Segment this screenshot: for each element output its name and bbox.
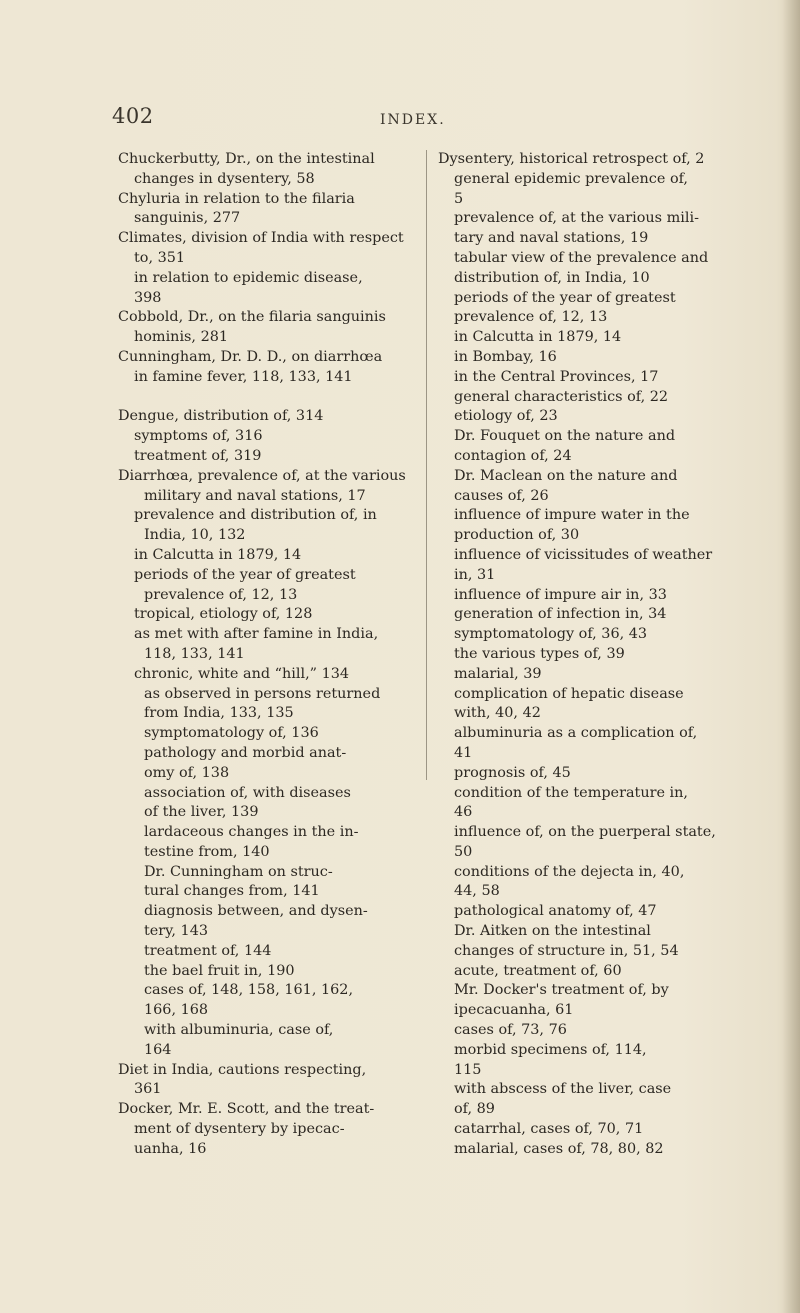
index-entry: Diarrhœa, prevalence of, at the various xyxy=(118,467,406,484)
page-number: 402 xyxy=(112,104,154,128)
index-subentry: hominis, 281 xyxy=(134,329,229,346)
index-subentry: general epidemic prevalence of, xyxy=(454,170,688,187)
index-subentry: pathological anatomy of, 47 xyxy=(454,903,657,920)
index-entry: Cobbold, Dr., on the filaria sanguinis xyxy=(118,309,386,326)
index-subentry: testine from, 140 xyxy=(144,843,270,860)
index-subentry: ipecacuanha, 61 xyxy=(454,1002,574,1019)
index-subentry: sanguinis, 277 xyxy=(134,210,241,227)
index-subentry: 398 xyxy=(134,289,162,306)
index-subentry: as observed in persons returned xyxy=(144,685,381,702)
index-subentry: prevalence of, 12, 13 xyxy=(144,586,298,603)
index-subentry: in Bombay, 16 xyxy=(454,348,557,365)
index-subentry: malarial, cases of, 78, 80, 82 xyxy=(454,1140,664,1157)
index-subentry: symptomatology of, 136 xyxy=(144,725,319,742)
index-subentry: influence of, on the puerperal state, xyxy=(454,824,716,841)
index-subentry: influence of vicissitudes of weather xyxy=(454,546,713,563)
index-subentry: in, 31 xyxy=(454,566,496,583)
index-subentry: Mr. Docker's treatment of, by xyxy=(454,982,669,999)
index-subentry: tabular view of the prevalence and xyxy=(454,249,709,266)
column-divider xyxy=(426,150,427,780)
index-subentry: treatment of, 144 xyxy=(144,942,272,959)
index-subentry: changes of structure in, 51, 54 xyxy=(454,942,679,959)
index-subentry: albuminuria as a complication of, xyxy=(454,725,698,742)
index-subentry: condition of the temperature in, xyxy=(454,784,689,801)
index-subentry: tural changes from, 141 xyxy=(144,883,320,900)
index-subentry: influence of impure air in, 33 xyxy=(454,586,667,603)
index-entry: Dengue, distribution of, 314 xyxy=(118,408,324,425)
index-subentry: generation of infection in, 34 xyxy=(454,606,667,623)
index-subentry: influence of impure water in the xyxy=(454,507,690,524)
index-subentry: India, 10, 132 xyxy=(144,527,246,544)
index-subentry: morbid specimens of, 114, xyxy=(454,1041,647,1058)
index-subentry: 5 xyxy=(454,190,464,207)
index-subentry: ment of dysentery by ipecac- xyxy=(134,1121,345,1138)
index-subentry: 115 xyxy=(454,1061,482,1078)
index-subentry: to, 351 xyxy=(134,249,186,266)
index-subentry: as met with after famine in India, xyxy=(134,626,379,643)
index-subentry: catarrhal, cases of, 70, 71 xyxy=(454,1121,644,1138)
index-subentry: in relation to epidemic disease, xyxy=(134,269,363,286)
index-subentry: changes in dysentery, 58 xyxy=(134,170,315,187)
index-subentry: in Calcutta in 1879, 14 xyxy=(134,546,302,563)
index-subentry: in Calcutta in 1879, 14 xyxy=(454,329,622,346)
index-subentry: of the liver, 139 xyxy=(144,804,259,821)
index-subentry: acute, treatment of, 60 xyxy=(454,962,622,979)
index-subentry: chronic, white and “hill,” 134 xyxy=(134,665,350,682)
running-head: INDEX. xyxy=(380,112,446,128)
index-subentry: prevalence of, 12, 13 xyxy=(454,309,608,326)
index-subentry: periods of the year of greatest xyxy=(454,289,676,306)
index-subentry: prognosis of, 45 xyxy=(454,764,571,781)
index-subentry: symptomatology of, 36, 43 xyxy=(454,626,648,643)
index-subentry: 41 xyxy=(454,744,473,761)
index-subentry: diagnosis between, and dysen- xyxy=(144,903,368,920)
index-entry: Chyluria in relation to the filaria xyxy=(118,190,355,207)
index-subentry: lardaceous changes in the in- xyxy=(144,824,359,841)
index-subentry: complication of hepatic disease xyxy=(454,685,684,702)
index-subentry: treatment of, 319 xyxy=(134,447,262,464)
index-subentry: symptoms of, 316 xyxy=(134,428,263,445)
index-subentry: Dr. Aitken on the intestinal xyxy=(454,923,651,940)
index-subentry: association of, with diseases xyxy=(144,784,351,801)
index-subentry: causes of, 26 xyxy=(454,487,549,504)
index-subentry: 166, 168 xyxy=(144,1002,209,1019)
index-subentry: 50 xyxy=(454,843,473,860)
index-entry: Chuckerbutty, Dr., on the intestinal xyxy=(118,151,375,167)
index-subentry: prevalence and distribution of, in xyxy=(134,507,377,524)
index-subentry: periods of the year of greatest xyxy=(134,566,356,583)
index-subentry: prevalence of, at the various mili- xyxy=(454,210,699,227)
index-subentry: malarial, 39 xyxy=(454,665,542,682)
index-subentry: military and naval stations, 17 xyxy=(144,487,366,504)
index-subentry: with abscess of the liver, case xyxy=(454,1081,672,1098)
index-column-right xyxy=(438,150,738,1160)
index-subentry: pathology and morbid anat- xyxy=(144,744,347,761)
index-subentry: in the Central Provinces, 17 xyxy=(454,368,659,385)
index-subentry: omy of, 138 xyxy=(144,764,230,781)
index-subentry: with, 40, 42 xyxy=(454,705,541,722)
index-subentry: of, 89 xyxy=(454,1101,495,1118)
index-subentry: contagion of, 24 xyxy=(454,447,572,464)
index-subentry: 361 xyxy=(134,1081,162,1098)
index-subentry: Dr. Fouquet on the nature and xyxy=(454,428,676,445)
index-subentry: conditions of the dejecta in, 40, xyxy=(454,863,685,880)
index-entry: Cunningham, Dr. D. D., on diarrhœa xyxy=(118,348,383,365)
index-subentry: in famine fever, 118, 133, 141 xyxy=(134,368,353,385)
index-subentry: Dr. Maclean on the nature and xyxy=(454,467,678,484)
index-subentry: 46 xyxy=(454,804,473,821)
index-subentry: distribution of, in India, 10 xyxy=(454,269,650,286)
index-entry: Climates, division of India with respect xyxy=(118,230,404,247)
index-subentry: uanha, 16 xyxy=(134,1140,207,1157)
index-subentry: tary and naval stations, 19 xyxy=(454,230,649,247)
index-subentry: tery, 143 xyxy=(144,923,209,940)
section-gap xyxy=(118,388,418,408)
index-subentry: 118, 133, 141 xyxy=(144,645,245,662)
index-subentry: cases of, 148, 158, 161, 162, xyxy=(144,982,354,999)
index-subentry: general characteristics of, 22 xyxy=(454,388,669,405)
index-subentry: Dr. Cunningham on struc- xyxy=(144,863,333,880)
index-column-left xyxy=(118,150,418,1160)
index-subentry: 164 xyxy=(144,1041,172,1058)
index-subentry: etiology of, 23 xyxy=(454,408,558,425)
page-edge-shadow xyxy=(782,0,800,1313)
index-subentry: from India, 133, 135 xyxy=(144,705,294,722)
index-entry: Dysentery, historical retrospect of, 2 xyxy=(438,151,705,167)
index-subentry: the bael fruit in, 190 xyxy=(144,962,295,979)
index-subentry: cases of, 73, 76 xyxy=(454,1022,567,1039)
index-subentry: production of, 30 xyxy=(454,527,580,544)
index-subentry: tropical, etiology of, 128 xyxy=(134,606,313,623)
index-subentry: 44, 58 xyxy=(454,883,500,900)
index-entry: Diet in India, cautions respecting, xyxy=(118,1061,367,1078)
index-entry: Docker, Mr. E. Scott, and the treat- xyxy=(118,1101,375,1118)
index-subentry: the various types of, 39 xyxy=(454,645,625,662)
index-subentry: with albuminuria, case of, xyxy=(144,1022,334,1039)
